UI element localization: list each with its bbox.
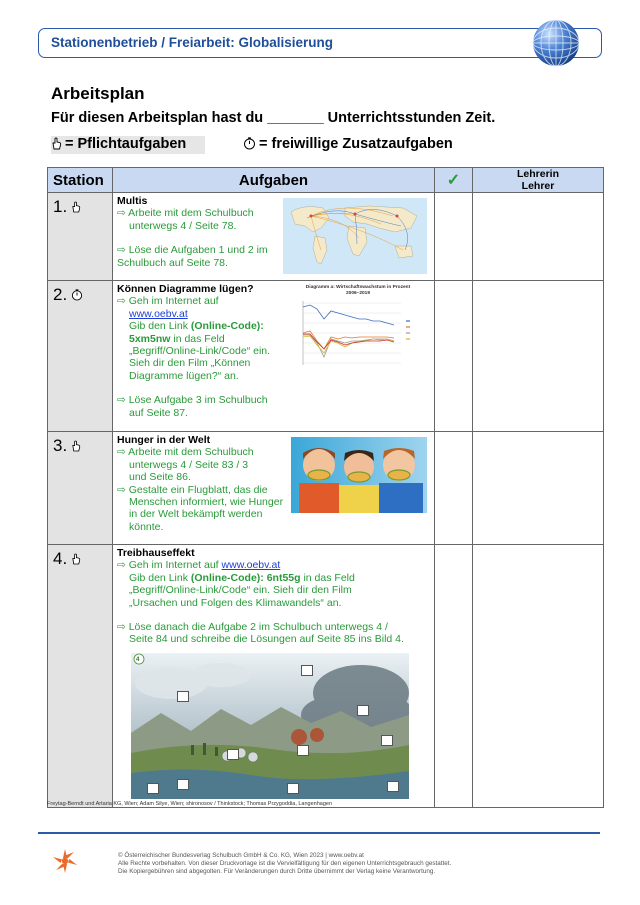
station-cell (48, 193, 113, 281)
header-tasks: Aufgaben (113, 168, 435, 193)
task-title: Hunger in der Welt (117, 434, 211, 446)
footer-line: Alle Rechte vorbehalten. Von dieser Druckvorlage ist die Vervielfältigung für den eigenen Unterrichtsgebrauch gestattet. (118, 859, 452, 867)
task-text: Gib den Link (129, 571, 191, 584)
arrow-icon: ⇨ (117, 446, 129, 459)
hand-icon (51, 137, 62, 150)
table-header-row (48, 168, 604, 193)
answer-box[interactable] (301, 665, 313, 676)
arrow-icon: ⇨ (117, 621, 129, 634)
legend-mandatory (51, 136, 205, 154)
task-text: Löse Aufgabe 3 im Schulbuch (128, 394, 268, 407)
diagram-title: Diagramm a: Wirtschaftswachstum in Prozent (305, 285, 411, 290)
station-number: 2. (53, 285, 68, 304)
footer-divider (38, 832, 600, 834)
station-number: 3. (53, 436, 68, 455)
task-text: Gib den Link (129, 320, 191, 333)
footer-copyright (118, 852, 451, 875)
header-teacher-line2: Lehrer (521, 180, 555, 192)
task-text: Arbeite mit dem Schulbuch (128, 207, 254, 220)
time-instruction: Für diesen Arbeitsplan hast du _______ Unterrichtsstunden Zeit. (51, 110, 496, 126)
task-text: Arbeite mit dem Schulbuch (128, 446, 254, 459)
station-number: 4. (53, 549, 68, 568)
hand-icon (71, 201, 81, 213)
task-cell (113, 193, 435, 281)
task-text: Diagramme lügen?“ an. (129, 369, 239, 382)
answer-box[interactable] (147, 783, 159, 794)
table-row (48, 545, 604, 808)
image-credits: Freytag-Berndt und Artaria KG, Wien; Adam Silye, Wien; shironosov / Thinkstock; Thomas Przygoddia, Langenhagen (47, 801, 333, 807)
answer-box[interactable] (297, 745, 309, 756)
legend-mandatory-text: = Pflichtaufgaben (65, 136, 187, 152)
answer-box[interactable] (227, 749, 239, 760)
footer-line: Die Kopiergebühren sind abgegolten. Für Veränderungen durch Dritte übernimmt der Verlag keine Verantwortung. (118, 867, 436, 875)
legend-optional (243, 136, 453, 152)
task-text: Menschen informiert, wie Hunger (129, 496, 284, 509)
greenhouse-illustration (131, 653, 409, 799)
task-text: „Begriff/Online-Link/Code“ ein. (129, 345, 271, 358)
growth-diagram (289, 285, 427, 377)
check-cell[interactable] (435, 545, 473, 808)
task-title: Multis (117, 195, 148, 207)
task-text: unterwegs 4 / Seite 78. (129, 219, 237, 232)
oebv-link[interactable]: www.oebv.at (129, 307, 188, 320)
diagram-plot (289, 297, 427, 375)
answer-box[interactable] (177, 691, 189, 702)
world-map-image (283, 198, 427, 274)
table-row (48, 432, 604, 545)
stopwatch-icon (71, 289, 83, 301)
online-code: 5xm5nw (129, 332, 171, 345)
task-text: „Begriff/Online-Link/Code“ ein. Sieh dir den Film (129, 584, 352, 597)
answer-box[interactable] (287, 783, 299, 794)
publisher-logo-icon (52, 848, 78, 874)
page-title: Arbeitsplan (51, 84, 145, 103)
check-cell[interactable] (435, 193, 473, 281)
arrow-icon: ⇨ (117, 207, 129, 220)
header-teacher-line1: Lehrerin (516, 168, 559, 180)
task-text: unterwegs 4 / Seite 83 / 3 (129, 458, 249, 471)
task-text: Geh im Internet auf (128, 559, 222, 572)
task-text: Gestalte ein Flugblatt, das die (128, 483, 268, 496)
table-row (48, 193, 604, 281)
header-check: ✓ (435, 168, 473, 193)
stopwatch-icon (243, 137, 256, 150)
arrow-icon: ⇨ (117, 483, 129, 496)
footer-line: © Österreichischer Bundesverlag Schulbuch GmbH & Co. KG, Wien 2023 | www.oebv.at (118, 852, 364, 859)
station-cell (48, 545, 113, 808)
station-cell (48, 432, 113, 545)
header-station: Station (48, 168, 113, 193)
image-number-label: 4 (136, 657, 140, 663)
arrow-icon: ⇨ (117, 295, 129, 308)
task-cell (113, 545, 435, 808)
station-number: 1. (53, 197, 68, 216)
task-text: Seite 84 und schreibe die Lösungen auf Seite 85 ins Bild 4. (129, 633, 404, 646)
teacher-cell[interactable] (473, 545, 604, 808)
legend-optional-text: = freiwillige Zusatzaufgaben (259, 136, 453, 152)
task-text: in das Feld (300, 571, 355, 584)
header-title: Stationenbetrieb / Freiarbeit: Globalisierung (51, 35, 334, 50)
task-text: Geh im Internet auf (128, 295, 219, 308)
work-plan-table (47, 167, 604, 808)
hand-icon (71, 553, 81, 565)
task-text: Sieh dir den Film „Können (129, 357, 251, 370)
oebv-link[interactable]: www.oebv.at (221, 559, 281, 572)
teacher-cell[interactable] (473, 193, 604, 281)
teacher-cell[interactable] (473, 432, 604, 545)
task-text: (Online-Code): (190, 320, 264, 333)
online-code: (Online-Code): 6nt55g (190, 571, 301, 584)
task-text: Löse danach die Aufgabe 2 im Schulbuch unterwegs 4 / (128, 621, 388, 634)
teacher-cell[interactable] (473, 281, 604, 432)
answer-box[interactable] (357, 705, 369, 716)
arrow-icon: ⇨ (117, 394, 129, 407)
children-eating-photo (291, 437, 427, 513)
task-title: Treibhauseffekt (117, 547, 195, 559)
task-text: auf Seite 87. (129, 406, 188, 419)
check-cell[interactable] (435, 432, 473, 545)
diagram-subtitle: 2006–2019 (345, 291, 370, 296)
header-teacher (473, 168, 604, 193)
task-text: „Ursachen und Folgen des Klimawandels“ an. (129, 596, 342, 609)
globe-icon (531, 18, 581, 68)
task-text: Schulbuch auf Seite 78. (117, 256, 228, 269)
task-text: in das Feld (170, 332, 225, 345)
check-cell[interactable] (435, 281, 473, 432)
arrow-icon: ⇨ (117, 559, 129, 572)
answer-box[interactable] (381, 735, 393, 746)
task-cell (113, 432, 435, 545)
task-text: könnte. (129, 520, 164, 533)
task-cell (113, 281, 435, 432)
hand-icon (71, 440, 81, 452)
station-cell (48, 281, 113, 432)
header-banner (38, 28, 602, 58)
task-text: in der Welt bekämpft werden (129, 508, 263, 521)
answer-box[interactable] (387, 781, 399, 792)
task-text: und Seite 86. (129, 471, 191, 484)
task-text: Löse die Aufgaben 1 und 2 im (128, 244, 268, 257)
table-row (48, 281, 604, 432)
task-title: Können Diagramme lügen? (117, 283, 254, 295)
arrow-icon: ⇨ (117, 244, 129, 257)
answer-box[interactable] (177, 779, 189, 790)
